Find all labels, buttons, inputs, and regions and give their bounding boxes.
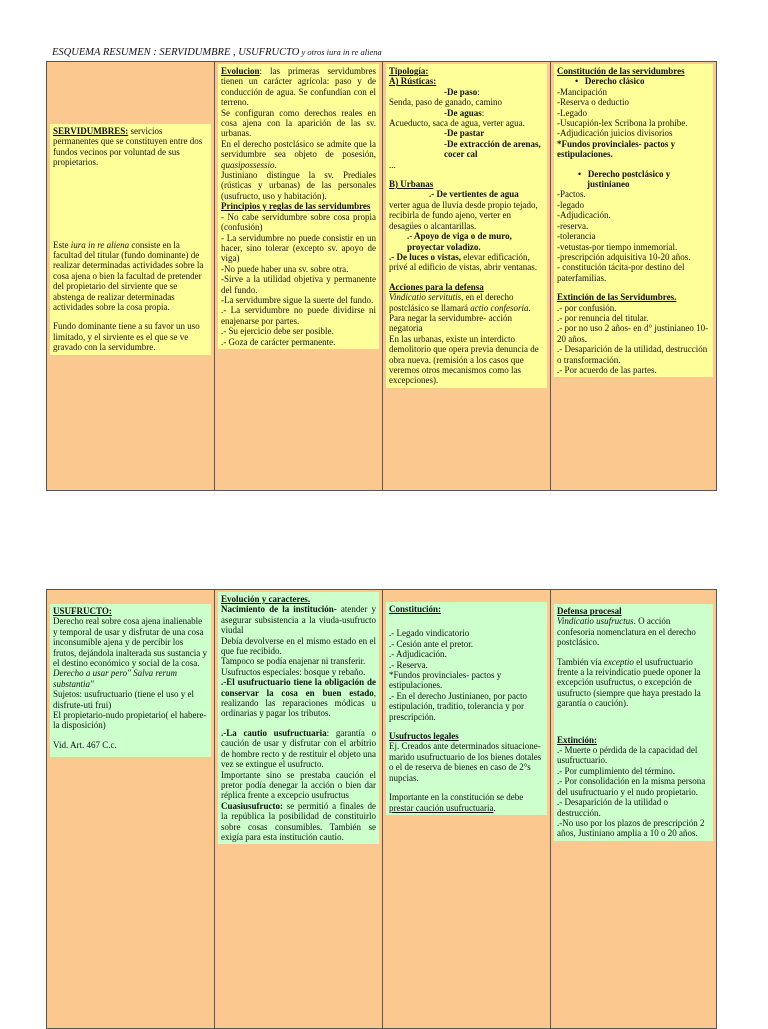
serv-principle: .- Goza de carácter permanente. <box>221 336 336 347</box>
serv-definition: SERVIDUMBRES: servicios permanentes que se constituyen entre dos fundos vecinos por voluntad de sus propietarios. <box>53 126 203 168</box>
serv-evolution: Evolucion: las primeras servidumbres tienen un carácter agrícola: paso y de conducción de agua. Se confundían con el terreno. <box>221 66 376 108</box>
serv-principle: -La servidumbre sigue la suerte del fundo. <box>221 294 374 305</box>
serv-actions-heading: Acciones para la defensa <box>389 281 484 292</box>
serv-principles-heading: Principios y reglas de las servidumbres <box>221 201 371 212</box>
title-main: ESQUEMA RESUMEN : SERVIDUMBRE , USUFRUCTO <box>52 47 300 58</box>
usuf-heading: USUFRUCTO: <box>53 606 112 616</box>
servidumbres-table <box>46 61 717 491</box>
serv-extinction-heading: Extinción de las Servidumbres. <box>557 292 677 303</box>
usuf-col-defense: Defensa procesal Vindicatio usufructus. O acción confesoria nomenclatura en el derecho postclásico. También vía exceptio el usufructuario frente a la reivindicatio puede oponer la excepción usufructus, o excepción de usufructo (siempre que haya prestado la garantía o caución). Extinción: .- Muerte o pérdida de la capacidad del usufructuario. .- Por cumplimiento del término. .- Por consolidación en la misma persona del usufructuario y el nudo propietario. .- Desaparición de la utilidad o destrucción. .-No uso por los plazos de prescripción 2 años, Justiniano amplia a 10 o 20 años. <box>551 590 717 1029</box>
usuf-col-definition: USUFRUCTO: Derecho real sobre cosa ajena inalienable y temporal de usar y disfrutar de una cosa inconsumible ajena y de percibir los frutos, dejándola inalterada sus sustancia y el destino económico y social de la cosa. Derecho a usar pero" Salva rerum substantia" Sujetos: usufructuario (tiene el uso y el disfrute-uti frui) El propietario-nudo propietario( el habere-la disposición) Vid. Art. 467 C.c. <box>47 590 215 1029</box>
serv-principle: .- Su ejercicio debe ser posible. <box>221 326 334 337</box>
document-title <box>52 47 382 58</box>
serv-col-evolution: Evolucion: las primeras servidumbres tienen un carácter agrícola: paso y de conducción de agua. Se confundían con el terreno. Se configuran como derechos reales en cosa ajena con la aparición de las sv. urbanas. En el derecho postclásico se admite que la servidumbre sea objeto de posesión, quasipossessio. Justiniano distingue la sv. Prediales (rústicas y urbanas) de las personales (usufructo, uso y habitación). Principios y reglas de las servidumbres - No cabe servidumbre sobre cosa propia (confusión) - La servidumbre no puede consistir en un hacer, sino tolerar (excepto sv. apoyo de viga) -No puede haber una sv. sobre otra. -Sirve a la utilidad objetiva y permanente del fundo. -La servidumbre sigue la suerte del fundo. .- La servidumbre no puede dividirse ni enajenarse por partes. .- Su ejercicio debe ser posible. .- Goza de carácter permanente. <box>215 62 383 491</box>
usufructo-table <box>46 589 717 1029</box>
usuf-col-evolution: Evolución y caracteres. Nacimiento de la institución- atender y asegurar subsistencia a la viuda-usufructo viudal Debía devolverse en el mismo estado en el que fue recibido. Tampoco se podía enajenar ni transferir. Usufructos especiales: bosque y rebaño. .-El usufructuario tiene la obligación de conservar la cosa en buen estado, realizando las reparaciones módicas u ordinarias y pagar los tributos. .-La cautio usufructuaria: garantía o caución de usar y disfrutar con el arbitrio de hombre recto y de restituir el objeto una vez se extingue el usufructo. Importante sino se prestaba caución el pretor podía denegar la acción o bien dar réplica frente a excepcio usufructus Cuasiusufructo: se permitió a finales de la república la posibilidad de constituirlo sobre cosas consumibles. También se exigía para esta institución cautio. <box>215 590 383 1029</box>
serv-constitution-heading: Constitución de las servidumbres <box>557 66 685 76</box>
serv-principle: - No cabe servidumbre sobre cosa propia (confusión) <box>221 211 376 233</box>
serv-col-definition <box>47 62 215 491</box>
serv-principle: -Sirve a la utilidad objetiva y permanente del fundo. <box>221 274 376 295</box>
serv-col-constitution: Constitución de las servidumbres • Derecho clásico -Mancipación -Reserva o deductio -Legado -Usucapión-lex Scribona la prohíbe. -Adjudicación juicios divisorios *Fundos provinciales- pactos y estipulaciones. • Derecho postclásico y justinianeo -Pactos. -legado -Adjudicación. -reserva. -tolerancia -vetustas-por tiempo inmemorial. -prescripción adquisitiva 10-20 años. - constitución tácita-por destino del paterfamilias. Extinción de las Servidumbres. .- por confusión. .- por renuncia del titular. .- por no uso 2 años- en d° justinianeo 10-20 años. .- Desaparición de la utilidad, destrucción o transformación. .- Por acuerdo de las partes. <box>551 62 717 491</box>
title-small: y otros iura in re aliena <box>299 47 382 57</box>
serv-principle: - La servidumbre no puede consistir en un hacer, sino tolerar (excepto sv. apoyo de viga) <box>221 232 376 264</box>
serv-paragraph-3: Fundo dominante tiene a su favor un uso limitado, y el sirviente es el que se ve gravado con la servidumbre. <box>53 321 200 353</box>
serv-paragraph-2: Este iura in re aliena consiste en la facultad del titular (fundo dominante) de realizar determinadas actividades sobre la cosa ajena o bien la facultad de pretender del propietario del sirviente que se abstenga de realizar determinadas actividades sobre la cosa propia. <box>53 239 204 313</box>
serv-heading: SERVIDUMBRES: <box>53 126 129 136</box>
usuf-col-constitution: Constitución: .- Legado vindicatorio .- Cesión ante el pretor. .- Adjudicación. .- Reserva. *Fundos provinciales- pactos y estipulaciones. .- En el derecho Justinianeo, por pacto estipulación, traditio, tolerancia y por prescripción. Usufructos legales Ej. Creados ante determinados situacione- marido usufructuario de los bienes dotales o el de reserva de bienes en caso de 2°s nupcias. Importante en la constitución se debe prestar caución usufructuaria. <box>383 590 551 1029</box>
serv-typology-heading: Tipología: <box>389 66 429 76</box>
serv-col-typology: Tipología: A) Rústicas: -De paso: Senda, paso de ganado, camino -De aguas: Acueducto, saca de agua, verter agua. -De pastar -De extracción de arenas, cocer cal ... B) Urbanas .- De vertientes de agua verter agua de lluvia desde propio tejado, recibirla de fundo ajeno, verter en desagües o alcantarillas. .- Apoyo de viga o de muro, proyectar voladizo. .- De luces o vistas, elevar edificación, privé al edificio de vistas, abrir ventanas. Acciones para la defensa Vindicatio servitutis, en el derecho postclásico se llamará actio confesoria. Para negar la servidumbre- acción negatoria En las urbanas, existe un interdicto demolitorio que opera previa denuncia de obra nueva. (remisión a los casos que veremos otros mecanismos como las excepciones). <box>383 62 551 491</box>
serv-principle: -No puede haber una sv. sobre otra. <box>221 263 349 274</box>
serv-principle: .- La servidumbre no puede dividirse ni enajenarse por partes. <box>221 305 376 326</box>
